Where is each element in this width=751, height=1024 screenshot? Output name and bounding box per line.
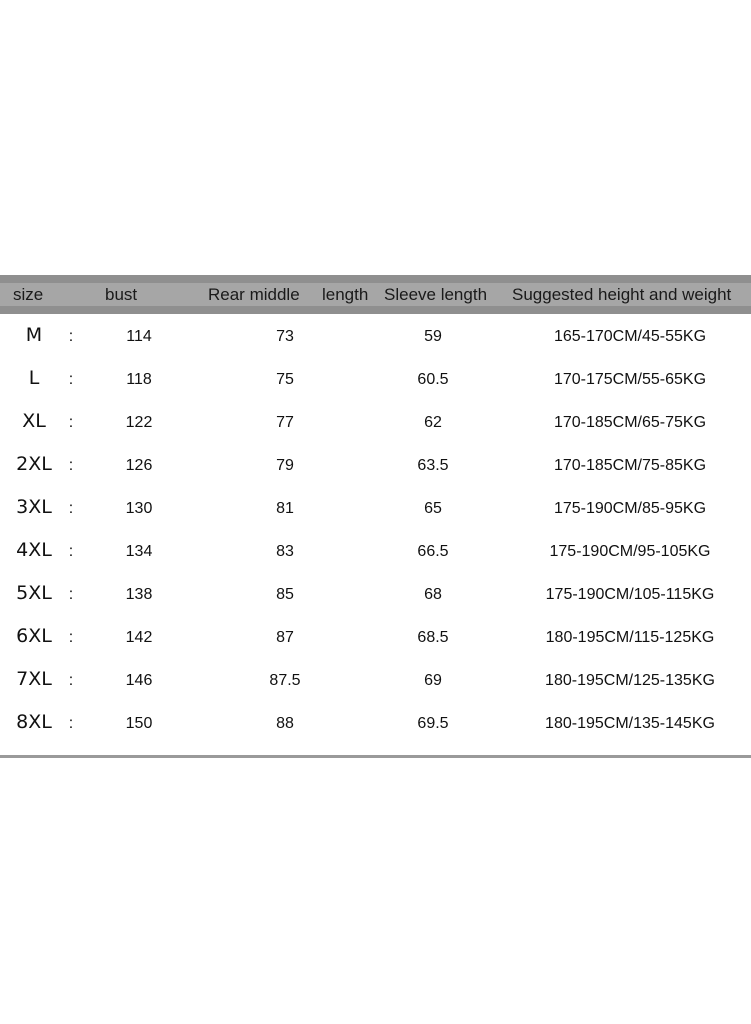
suggested-cell: 180-195CM/135-145KG	[545, 715, 715, 732]
size-cell: XL	[22, 410, 46, 432]
suggested-cell: 170-185CM/65-75KG	[553, 414, 707, 431]
colon-cell: :	[68, 543, 74, 560]
rear-middle-cell: 88	[276, 715, 294, 732]
colon-cell: :	[68, 629, 74, 646]
suggested-cell: 175-190CM/105-115KG	[545, 586, 715, 603]
header-sleeve-length: Sleeve length	[384, 285, 488, 304]
header-bust: bust	[105, 285, 138, 304]
table-header	[0, 275, 751, 314]
suggested-cell: 165-170CM/45-55KG	[553, 328, 707, 345]
colon-cell: :	[68, 457, 74, 474]
bust-cell: 118	[126, 371, 152, 388]
sleeve-length-cell: 68	[424, 586, 442, 603]
suggested-cell: 175-190CM/95-105KG	[549, 543, 711, 560]
bust-cell: 114	[126, 328, 152, 345]
table-row	[0, 486, 751, 529]
table-row	[0, 701, 751, 744]
colon-cell: :	[68, 328, 74, 345]
rear-middle-cell: 87.5	[269, 672, 301, 689]
header-suggested: Suggested height and weight	[512, 285, 732, 304]
size-cell: 3XL	[16, 496, 52, 518]
rear-middle-cell: 83	[276, 543, 294, 560]
colon-cell: :	[68, 500, 74, 517]
table-row	[0, 572, 751, 615]
bust-cell: 142	[125, 629, 153, 646]
rear-middle-cell: 73	[276, 328, 294, 345]
rear-middle-cell: 77	[276, 414, 294, 431]
rear-middle-cell: 75	[276, 371, 294, 388]
sleeve-length-cell: 66.5	[417, 543, 449, 560]
size-cell: 4XL	[16, 539, 52, 561]
suggested-cell: 180-195CM/125-135KG	[545, 672, 715, 689]
sleeve-length-cell: 65	[424, 500, 442, 517]
header-length: length	[322, 285, 369, 304]
sleeve-length-cell: 60.5	[417, 371, 449, 388]
size-cell: 7XL	[16, 668, 52, 690]
header-rear-middle: Rear middle	[208, 285, 300, 304]
table-row	[0, 658, 751, 701]
bust-cell: 146	[125, 672, 153, 689]
size-chart-table	[0, 275, 751, 759]
table-row	[0, 357, 751, 400]
rear-middle-cell: 79	[276, 457, 294, 474]
bust-cell: 122	[125, 414, 153, 431]
sleeve-length-cell: 59	[424, 328, 442, 345]
table-row	[0, 400, 751, 443]
sleeve-length-cell: 68.5	[417, 629, 449, 646]
bust-cell: 138	[125, 586, 153, 603]
colon-cell: :	[68, 672, 74, 689]
sleeve-length-cell: 69.5	[417, 715, 449, 732]
header-size: size	[13, 285, 44, 304]
bust-cell: 150	[125, 715, 153, 732]
table-bottom-divider	[0, 755, 751, 758]
size-cell: 8XL	[16, 711, 52, 733]
colon-cell: :	[68, 586, 74, 603]
suggested-cell: 170-175CM/55-65KG	[553, 371, 707, 388]
table-body	[0, 314, 751, 744]
size-cell: 6XL	[16, 625, 52, 647]
size-cell: L	[28, 367, 40, 389]
suggested-cell: 175-190CM/85-95KG	[553, 500, 707, 517]
suggested-cell: 170-185CM/75-85KG	[553, 457, 707, 474]
size-cell: M	[25, 324, 43, 346]
size-cell: 5XL	[16, 582, 52, 604]
rear-middle-cell: 81	[276, 500, 294, 517]
table-row	[0, 615, 751, 658]
colon-cell: :	[68, 371, 74, 388]
sleeve-length-cell: 69	[424, 672, 442, 689]
sleeve-length-cell: 63.5	[417, 457, 449, 474]
size-cell: 2XL	[16, 453, 52, 475]
colon-cell: :	[68, 715, 74, 732]
bust-cell: 130	[125, 500, 153, 517]
table-row	[0, 529, 751, 572]
rear-middle-cell: 87	[276, 629, 294, 646]
colon-cell: :	[68, 414, 74, 431]
table-row	[0, 443, 751, 486]
bust-cell: 126	[125, 457, 153, 474]
sleeve-length-cell: 62	[424, 414, 442, 431]
table-row	[0, 314, 751, 357]
rear-middle-cell: 85	[276, 586, 294, 603]
suggested-cell: 180-195CM/115-125KG	[545, 629, 715, 646]
bust-cell: 134	[125, 543, 153, 560]
